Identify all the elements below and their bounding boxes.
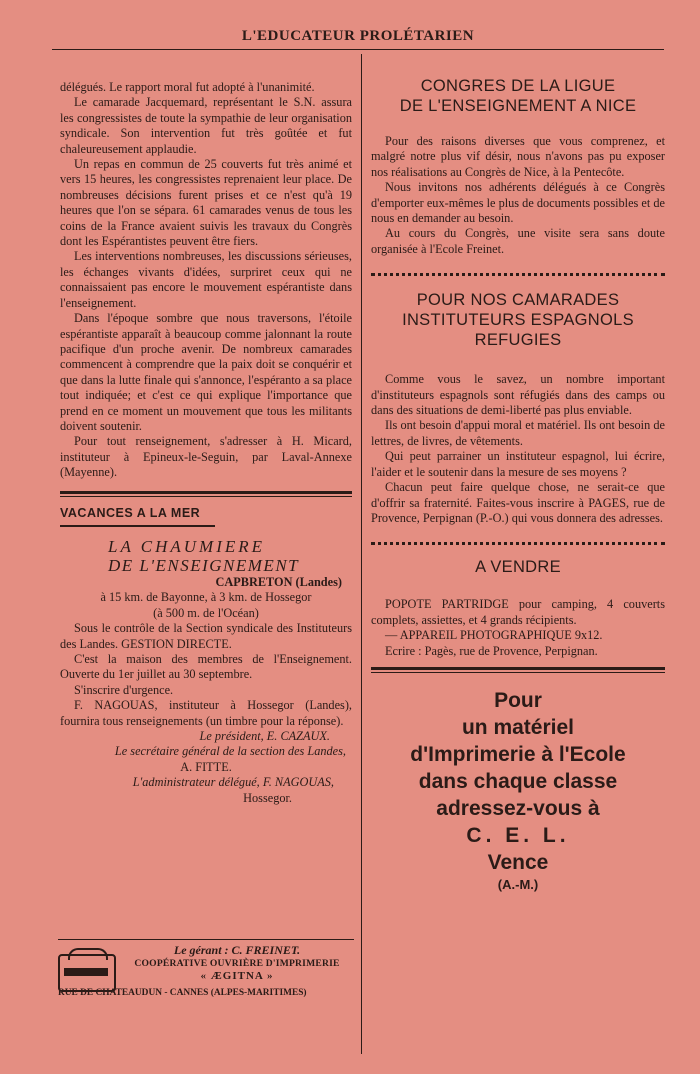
ad-line-5: adressez-vous à (436, 796, 600, 820)
espagnols-heading-1: POUR NOS CAMARADES (416, 291, 620, 310)
congres-paragraph-1: Pour des raisons diverses que vous comprenez, et malgré notre plus vif désir, nous n'avons pas pu exposer nos réalisations au Congrès de Nice, à la Pentecôte. (371, 134, 665, 179)
congres-heading-1: CONGRES DE LA LIGUE (420, 77, 616, 95)
espagnols-heading-3: REFUGIES (474, 331, 562, 350)
left-paragraph-2: Le camarade Jacquemard, représentant le S.N. assura les congressistes de toute la sympathie de leur organisation syndicale. Son intervention fut très goûtée et fut chaleureusement applaudie. (60, 95, 352, 156)
vendre-paragraph-3: Ecrire : Pagès, rue de Provence, Perpignan. (385, 643, 598, 658)
left-paragraph-6: Pour tout renseignement, s'adresser à H. Micard, instituteur à Epineux-le-Seguin, par Laval-Annexe (Mayenne). (60, 434, 352, 480)
espagnols-paragraph-4: Chacun peut faire quelque chose, ne serait-ce que d'offrir sa fraternité. Faites-vous inscrire à PAGES, rue de Provence, Perpignan (P.-O.) qui vous donnera des adresses. (371, 480, 665, 525)
vendre-heading: A VENDRE (475, 558, 561, 577)
vacances-text-4: F. NAGOUAS, instituteur à Hossegor (Landes), fournira tous renseignements (un timbre pour la réponse). (60, 698, 352, 728)
header-rule (52, 49, 664, 50)
vacances-location-2: (à 500 m. de l'Océan) (153, 605, 259, 620)
ad-rule (371, 667, 665, 670)
right-column (371, 76, 665, 894)
congres-paragraph-2: Nous invitons nos adhérents délégués à ce Congrès d'emporter eux-mêmes le plus de documents possibles et de nous en demander au besoin. (371, 180, 665, 226)
footer-cooperative: COOPÉRATIVE OUVRIÈRE D'IMPRIMERIE (134, 958, 340, 969)
imprint-footer (58, 944, 354, 1000)
press-logo-icon (58, 954, 116, 992)
journal-header: L'EDUCATEUR PROLÉTARIEN (241, 28, 475, 44)
ad-line-2: un matériel (461, 715, 575, 739)
vacances-text-1: Sous le contrôle de la Section syndicale des Instituteurs des Landes. GESTION DIRECTE. (60, 621, 352, 651)
ad-rule-thin (371, 672, 665, 673)
vacances-location-1: à 15 km. de Bayonne, à 3 km. de Hossegor (100, 590, 312, 605)
left-paragraph-3: Un repas en commun de 25 couverts fut très animé et vers 15 heures, les congressistes reprenaient leur place. De nombreuses décisions furent prises et ce n'est qu'à 19 heures que l'on se sépara. 61 camarades venus de tous les coins de la France avaient suivis les travaux du Congrès dont les Espérantistes peuvent être fiers. (60, 157, 352, 249)
ad-line-4: dans chaque classe (418, 769, 618, 793)
vacances-underline (60, 525, 215, 527)
dotted-rule-2 (371, 542, 665, 545)
signature-secretary: Le secrétaire général de la section des Landes, (114, 744, 346, 759)
espagnols-paragraph-2: Ils ont besoin d'appui moral et matériel. Ils ont besoin de lettres, de livres, de vêtements. (371, 418, 665, 448)
vendre-paragraph-2: — APPAREIL PHOTOGRAPHIQUE 9x12. (385, 628, 603, 643)
signature-secretary-name: A. FITTE. (180, 759, 232, 774)
section-rule-thin (60, 496, 352, 497)
ad-line-3: d'Imprimerie à l'Ecole (410, 742, 626, 766)
vacances-text-3: S'inscrire d'urgence. (74, 682, 174, 697)
left-paragraph-4: Les interventions nombreuses, les discussions sérieuses, les échanges vivants d'idées, surpriret ceux qui ne connaissaient pas encore le mouvement espérantiste dans l'enseignement. (60, 249, 352, 310)
vacances-text-2: C'est la maison des membres de l'Enseignement. Ouverte du 1er juillet au 30 septembre. (60, 652, 352, 682)
footer-address: RUE DE CHATEAUDUN - CANNES (ALPES-MARITIMES) (58, 988, 307, 998)
chaumiere-title-1: LA CHAUMIERE (108, 536, 266, 556)
espagnols-paragraph-3: Qui peut parrainer un instituteur espagnol, lui écrire, l'aider et le soutenir dans la mesure de ses moyens ? (371, 449, 665, 479)
congres-paragraph-3: Au cours du Congrès, une visite sera sans doute organisée à l'Ecole Freinet. (371, 226, 665, 256)
left-paragraph-1: délégués. Le rapport moral fut adopté à l'unanimité. (60, 80, 315, 94)
chaumiere-title-2: DE L'ENSEIGNEMENT (108, 555, 300, 575)
vacances-title: VACANCES A LA MER (60, 505, 201, 520)
signature-president: Le président, E. CAZAUX. (199, 729, 330, 744)
ad-line-6: C. E. L. (466, 823, 570, 847)
signature-admin-place: Hossegor. (243, 790, 292, 805)
section-rule (60, 491, 352, 494)
signature-admin: L'administrateur délégué, F. NAGOUAS, (132, 775, 334, 790)
ad-line-7: Vence (487, 850, 549, 874)
left-column (60, 80, 352, 806)
vacances-place: CAPBRETON (Landes) (215, 574, 342, 589)
vendre-paragraph-1: POPOTE PARTRIDGE pour camping, 4 couverts complets, assiettes, et 4 grands récipients. (371, 597, 665, 627)
espagnols-paragraph-1: Comme vous le savez, un nombre important d'instituteurs espagnols sont réfugiés dans des camps ou dans des situations de demi-liberté pas plus enviable. (371, 372, 665, 418)
ad-line-8: (A.-M.) (497, 876, 539, 892)
ad-line-1: Pour (494, 688, 542, 712)
dotted-rule-1 (371, 273, 665, 276)
congres-heading-2: DE L'ENSEIGNEMENT A NICE (399, 97, 637, 115)
espagnols-heading-2: INSTITUTEURS ESPAGNOLS (402, 311, 634, 330)
footer-rule (58, 939, 354, 940)
footer-gerant: Le gérant : C. FREINET. (173, 943, 301, 957)
footer-aegitna: « ÆGITNA » (200, 970, 274, 982)
column-divider (361, 54, 362, 1054)
left-paragraph-5: Dans l'époque sombre que nous traversons, l'étoile espérantiste apparaît à beaucoup comme jalonnant la route pacifique d'un proche avenir. De nombreux camarades commencent à comprendre que la paix doit se conquérir et que dans la lutte finale qui s'annonce, l'espéranto a sa place tout indiquée; et c'est ce qui explique l'importance que prend en ce moment un mouvement que tous les militants doivent soutenir. (60, 311, 352, 433)
